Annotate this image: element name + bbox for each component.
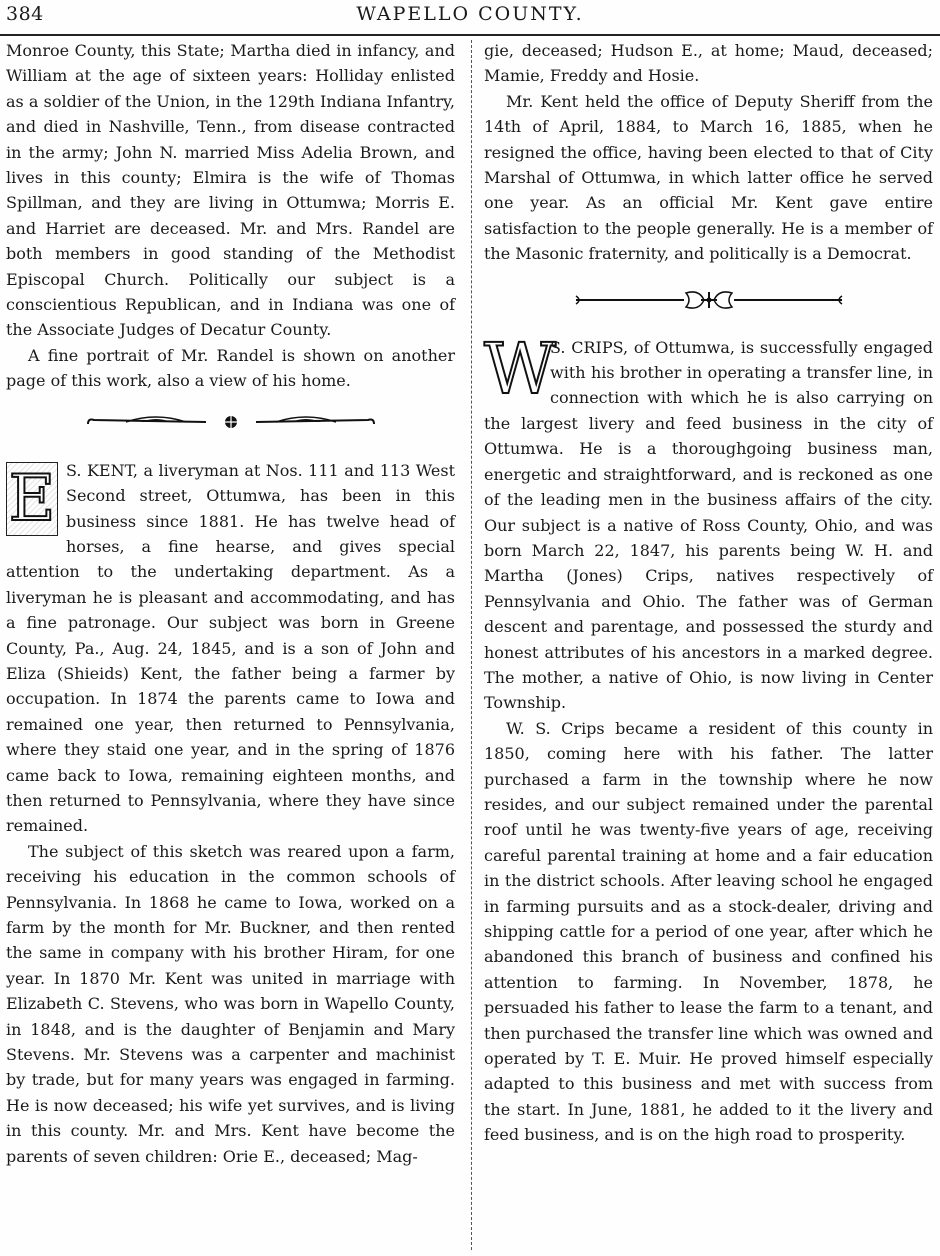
randel-portrait-note: A fine portrait of Mr. Randel is shown on another page of this work, also a view of his home. (6, 345, 455, 391)
section-divider-ornament (574, 287, 844, 313)
page-header (0, 0, 940, 34)
page-number: 384 (6, 3, 44, 25)
kent-sketch-paragraph: The subject of this sketch was reared upon a farm, receiving his education in the common schools of Pennsylvania. In 1868 he came to Iowa, worked on a farm by the month for Mr. Buckner, and then rented the same in company with his brother Hiram, for one year. In 1870 Mr. Kent was united in marriage with Elizabeth C. Stevens, who was born in Wapello County, in 1848, and is the daughter of Benjamin and Mary Stevens. Mr. Stevens was a carpenter and machinist by trade, but for many years was engaged in farming. He is now deceased; his wife yet survives, and is living in this county. Mr. and Mrs. Kent have become the parents of seven children: Orie E., deceased; Mag- (6, 841, 455, 1166)
crips-sketch-paragraph: S. CRIPS, of Ottumwa, is successfully engaged with his brother in operating a transfer line, in connection with which he is also carrying on the largest livery and feed business in the city of Ottumwa. He is a thoroughgoing business man, energetic and straightforward, and is reckoned as one of the leading men in the business affairs of the city. Our subject is a native of Ross County, Ohio, and was born March 22, 1847, his parents being W. H. and Martha (Jones) Crips, natives respectively of Pennsylvania and Ohio. The father was of German descent and parentage, and possessed the sturdy and honest attributes of his ancestors in a marked degree. The mother, a native of Ohio, is now living in Center Township. (484, 337, 933, 713)
kent-sketch-paragraph: S. KENT, a liveryman at Nos. 111 and 113 West Second street, Ottumwa, has been in this business since 1881. He has twelve head of horses, a fine hearse, and gives special attention to the undertaking department. As a liveryman he is pleasant and accommodating, and has a fine patronage. Our subject was born in Greene County, Pa., Aug. 24, 1845, and is a son of John and Eliza (Shieids) Kent, the father being a farmer by occupation. In 1874 the parents came to Iowa and remained one year, then returned to Pennsylvania, where they staid one year, and in the spring of 1876 came back to Iowa, remaining eighteen months, and then returned to Pennsylvania, where they have since remained. (6, 460, 455, 836)
running-title: WAPELLO COUNTY. (356, 3, 584, 25)
crips-sketch-paragraph: W. S. Crips became a resident of this county in 1850, coming here with his father. The latter purchased a farm in the township where he now resides, and our subject remained under the parental roof until he was twenty-five years of age, receiving careful parental training at home and a fair education in the district schools. After leaving school he engaged in farming pursuits and as a stock-dealer, driving and shipping cattle for a period of one year, after which he abandoned this branch of business and confined his attention to farming. In November, 1878, he persuaded his father to lease the farm to a tenant, and then purchased the transfer line which was owned and operated by T. E. Muir. He proved himself especially adapted to this business and met with success from the start. In June, 1881, he added to it the livery and feed business, and is on the high road to prosperity. (484, 718, 933, 1145)
column-divider (471, 40, 472, 1250)
right-column (484, 38, 933, 1148)
section-divider-ornament (86, 410, 376, 432)
drop-cap-w: W (484, 327, 556, 410)
left-column (6, 38, 455, 1169)
drop-cap-e: E (6, 462, 58, 536)
randel-continuation-paragraph: Monroe County, this State; Martha died in infancy, and William at the age of sixteen years: Holliday enlisted as a soldier of the Union, in the 129th Indiana Infantry, and died in Nashville, Tenn., from disease contracted in the army; John N. married Miss Adelia Brown, and lives in this county; Elmira is the wife of Thomas Spillman, and they are living in Ottumwa; Morris E. and Harriet are deceased. Mr. and Mrs. Randel are both members in good standing of the Methodist Episcopal Church. Politically our subject is a conscientious Republican, and in Indiana was one of the Associate Judges of Decatur County. (6, 41, 455, 340)
header-rule (0, 34, 940, 36)
kent-continuation-paragraph: Mr. Kent held the office of Deputy Sheriff from the 14th of April, 1884, to March 16, 1885, when he resigned the office, having been elected to that of City Marshal of Ottumwa, in which latter office he served one year. As an official Mr. Kent gave entire satisfaction to the people generally. He is a member of the Masonic fraternity, and politically is a Democrat. (484, 91, 933, 264)
kent-continuation-paragraph: gie, deceased; Hudson E., at home; Maud, deceased; Mamie, Freddy and Hosie. (484, 41, 933, 86)
